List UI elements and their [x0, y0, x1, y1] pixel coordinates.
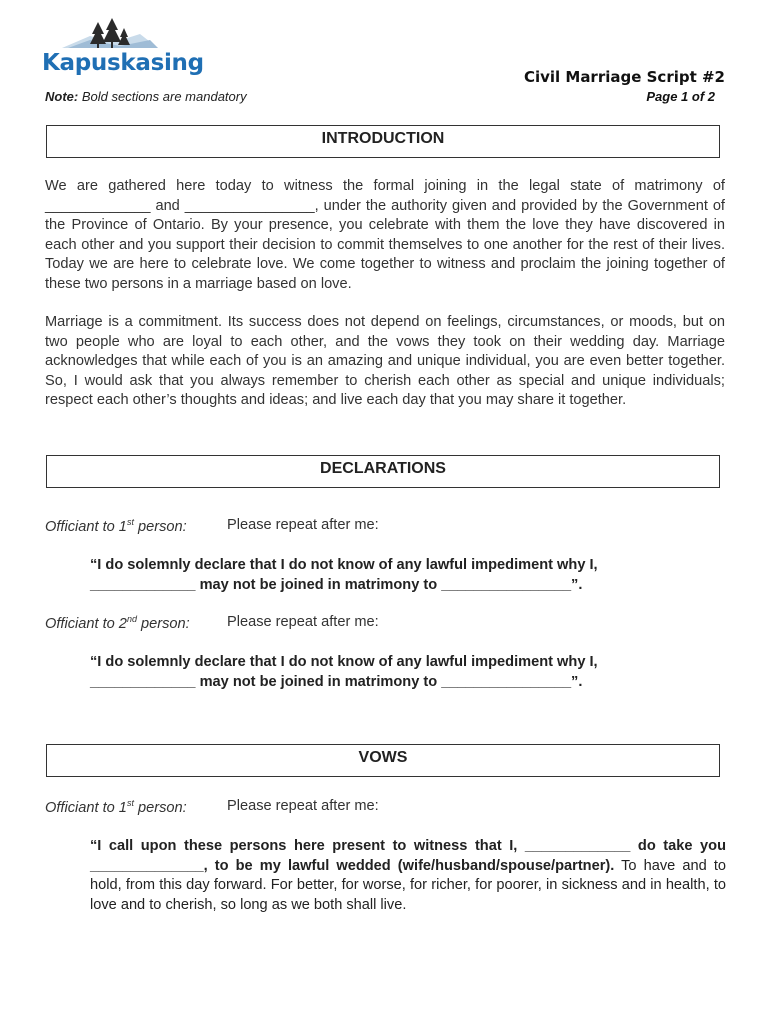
- section-declarations: [46, 455, 720, 488]
- repeat-instruction-vows: Please repeat after me:: [227, 798, 379, 814]
- section-introduction: [46, 125, 720, 158]
- officiant-line-1: [45, 517, 187, 535]
- vow-optional: To have and to hold, from this day forward. For better, for worse, for richer, for poorer, in sickness and in health, to love and to cherish, so long as we both shall live.: [90, 857, 726, 913]
- repeat-instruction-2: Please repeat after me:: [227, 614, 379, 630]
- quote-line: _____________ may not be joined in matrimony to ________________”.: [90, 673, 583, 690]
- declaration-quote-2: [90, 653, 726, 692]
- officiant-prefix: Officiant to 1: [45, 518, 127, 535]
- quote-line: “I do solemnly declare that I do not know of any lawful impediment why I,: [90, 557, 598, 573]
- officiant-line-vows: [45, 798, 187, 816]
- section-heading: DECLARATIONS: [320, 460, 446, 477]
- ordinal-suffix: st: [126, 798, 134, 808]
- officiant-line-2: [45, 614, 190, 632]
- quote-line: _____________ may not be joined in matrimony to ________________”.: [90, 576, 583, 593]
- ordinal-suffix: nd: [126, 614, 137, 624]
- section-vows: [46, 744, 720, 777]
- quote-line: “I do solemnly declare that I do not know of any lawful impediment why I,: [90, 654, 598, 670]
- tree-logo-icon: [60, 18, 160, 50]
- note-label: Note:: [45, 89, 79, 104]
- ordinal-suffix: st: [126, 517, 134, 527]
- page-number: Page 1 of 2: [646, 89, 715, 104]
- intro-paragraph-2: Marriage is a commitment. Its success does not depend on feelings, circumstances, or moods, but on two people who are loyal to each other, and the vows they took on their wedding day. Marriage acknowledges that while each of you is an amazing and unique individual, you are even better together. So, I would ask that you always remember to cherish each other as special and unique individuals; respect each other’s thoughts and ideas; and live each day that you may share it together.: [45, 314, 725, 408]
- intro-paragraph-1: We are gathered here today to witness the formal joining in the legal state of matrimony of _____________ and ________________, under the authority given and provided by the Government of the Province of Ontario. By your presence, you celebrate with them the love they have discovered in each other and you support their decision to commit themselves to one another for the rest of their lives. Today we are here to celebrate love. We come together to witness and proclaim the joining together of these two persons in a marriage based on love.: [45, 178, 725, 292]
- officiant-prefix: Officiant to 2: [45, 615, 127, 632]
- officiant-prefix: Officiant to 1: [45, 799, 127, 816]
- section-heading: VOWS: [358, 749, 408, 766]
- declaration-quote-1: [90, 556, 726, 595]
- document-title: Civil Marriage Script #2: [523, 68, 725, 86]
- mandatory-note: [45, 89, 247, 104]
- vow-mandatory: “I call upon these persons here present to witness that I, _____________ do take you ______________, to be my lawful wedded (wife/husband/spouse/partner).: [90, 838, 726, 874]
- officiant-suffix: person:: [136, 615, 190, 632]
- kapuskasing-logo: [42, 18, 202, 78]
- officiant-suffix: person:: [133, 518, 187, 535]
- section-heading: INTRODUCTION: [321, 130, 445, 147]
- note-text: Bold sections are mandatory: [81, 89, 247, 104]
- repeat-instruction-1: Please repeat after me:: [227, 517, 379, 533]
- logo-wordmark: Kapuskasing: [42, 50, 204, 76]
- vow-text: [90, 837, 726, 915]
- officiant-suffix: person:: [133, 799, 187, 816]
